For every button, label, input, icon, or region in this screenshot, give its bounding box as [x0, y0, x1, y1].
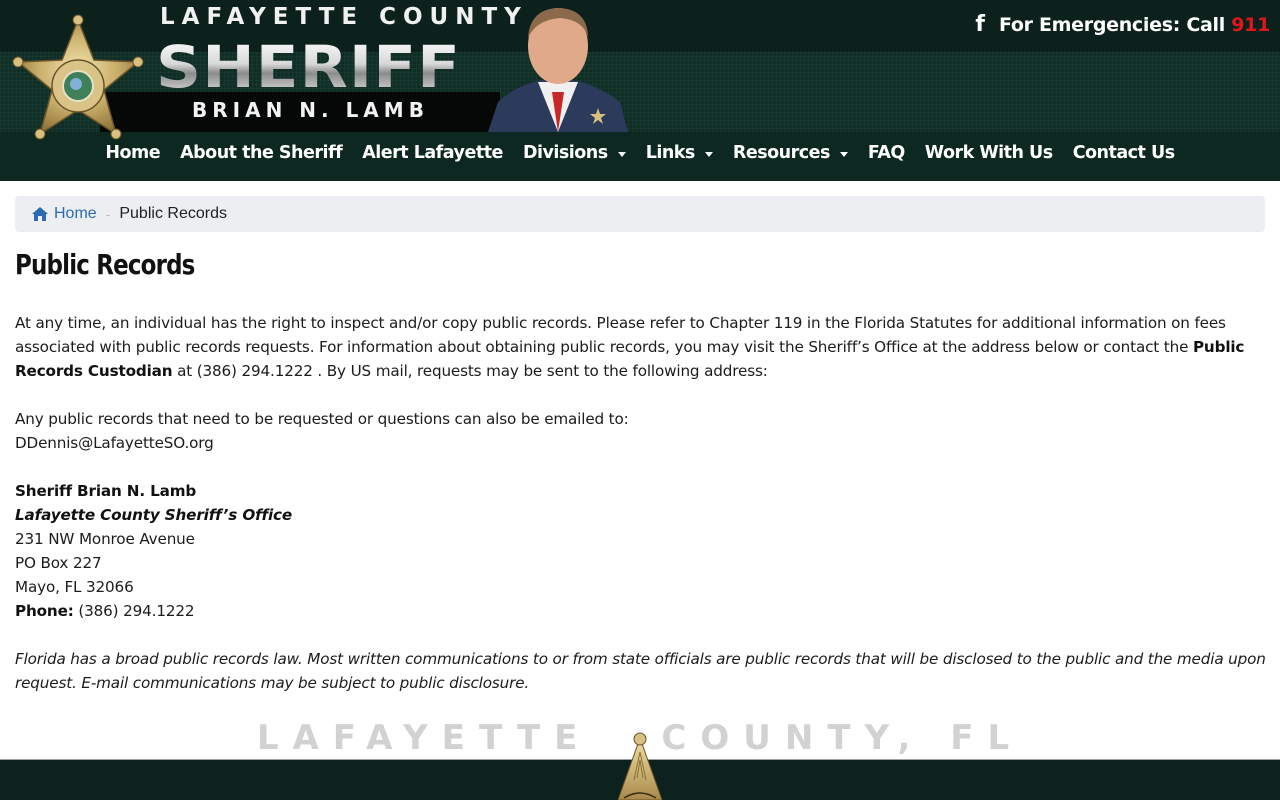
footer-title-left: LAFAYETTE [256, 718, 592, 758]
facebook-icon[interactable]: f [975, 12, 985, 37]
address-street: 231 NW Monroe Avenue [15, 530, 195, 548]
breadcrumb-separator: - [105, 206, 111, 222]
intro-paragraph [15, 311, 1267, 383]
breadcrumb-home-label: Home [54, 205, 97, 222]
nav-label: Resources [732, 143, 830, 163]
nav-label: Links [645, 143, 695, 163]
custodian-label: Public Records Custodian [15, 338, 1245, 380]
nav-item-faq[interactable] [858, 143, 915, 163]
nav-item-about-the-sheriff[interactable] [170, 143, 352, 163]
caret-down-icon [840, 152, 848, 157]
nav-item-contact-us[interactable] [1063, 143, 1185, 163]
nav-label: About the Sheriff [180, 143, 343, 163]
address-city: Mayo, FL 32066 [15, 578, 134, 596]
email-paragraph [15, 407, 1267, 455]
nav-item-work-with-us[interactable] [915, 143, 1063, 163]
breadcrumb-current: Public Records [119, 205, 227, 222]
main-nav [0, 137, 1280, 169]
nav-item-home[interactable] [95, 143, 170, 163]
nav-label: Alert Lafayette [362, 143, 503, 163]
footer-title-right: COUNTY, FL [661, 718, 1024, 758]
sheriff-star-badge-icon [604, 730, 676, 800]
logo-sheriff-text: SHERIFF [156, 36, 523, 98]
nav-item-divisions[interactable] [513, 143, 636, 163]
nav-label: Divisions [522, 143, 608, 163]
email-link[interactable]: DDennis@LafayetteSO.org [15, 434, 214, 452]
breadcrumb [15, 196, 1265, 232]
email-note-text: Any public records that need to be requested or questions can also be emailed to: [15, 410, 629, 428]
intro-text-2: at (386) 294.1222 . By US mail, requests may be sent to the following address: [172, 362, 768, 380]
emergency-number[interactable]: 911 [1231, 14, 1270, 36]
phone-label: Phone: [15, 602, 74, 620]
caret-down-icon [705, 152, 713, 157]
address-block [15, 479, 1267, 623]
nav-label: FAQ [867, 143, 905, 163]
sheriff-star-badge-icon [10, 14, 146, 144]
logo-county-text: LAFAYETTE COUNTY [160, 4, 528, 30]
address-name: Sheriff Brian N. Lamb [15, 482, 197, 500]
breadcrumb-home-link[interactable] [31, 205, 97, 223]
intro-text: At any time, an individual has the right to inspect and/or copy public records. Please refer to Chapter 119 in the Florida Statutes for additional information on fees associated with public records requests. For information about obtaining public records, you may visit the Sheriff’s Office at the address below or contact the [15, 314, 1226, 356]
caret-down-icon [618, 152, 626, 157]
disclaimer-paragraph: Florida has a broad public records law. Most written communications to or from state officials are public records that will be disclosed to the public and the media upon request. E-mail communications may be subject to public disclosure. [15, 650, 1266, 692]
phone-number: (386) 294.1222 [73, 602, 195, 620]
emergency-text [999, 14, 1270, 36]
page-title: Public Records [15, 248, 195, 281]
logo-sheriff-name: BRIAN N. LAMB [192, 98, 429, 122]
address-po-box: PO Box 227 [15, 554, 102, 572]
home-icon [31, 206, 49, 222]
sheriff-portrait-image [488, 2, 628, 132]
page-content [15, 311, 1267, 719]
address-office: Lafayette County Sheriff’s Office [15, 506, 293, 524]
emergency-bar [975, 11, 1270, 39]
nav-label: Home [105, 143, 161, 163]
nav-label: Work With Us [924, 143, 1053, 163]
nav-item-links[interactable] [636, 143, 723, 163]
nav-item-resources[interactable] [723, 143, 858, 163]
nav-item-alert-lafayette[interactable] [352, 143, 513, 163]
nav-label: Contact Us [1072, 143, 1175, 163]
site-header [0, 0, 1280, 181]
emergency-label: For Emergencies: Call [998, 14, 1232, 36]
